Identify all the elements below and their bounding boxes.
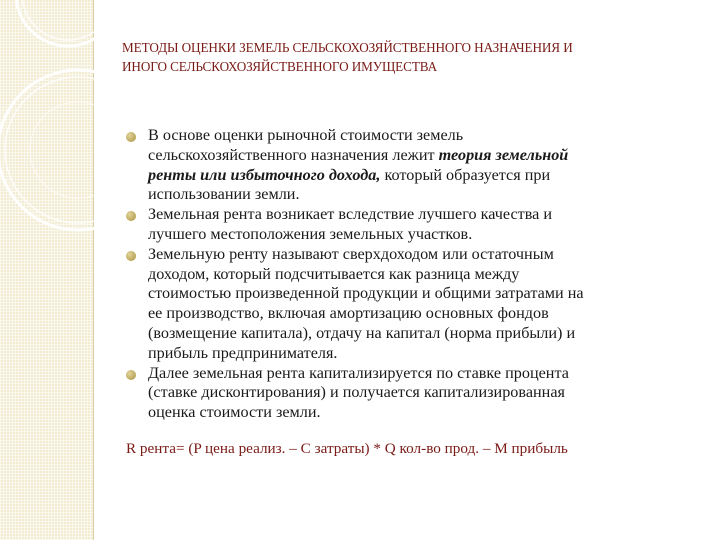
bullet-line: Земельную ренту называют сверхдоходом или остаточным — [148, 244, 554, 263]
bullet-dot-icon — [126, 211, 136, 221]
emphasis-text: ренты или избыточного дохода, — [148, 165, 381, 184]
bullet-line: Земельная рента возникает вследствие лучшего качества и — [148, 205, 553, 224]
bullet-line: использовании земли. — [148, 185, 300, 204]
rent-formula: R рента= (P цена реализ. – C затраты) * Q кол-во прод. – M прибыль — [126, 440, 568, 457]
bullet-line: стоимостью произведенной продукции и общими затратами на — [148, 284, 584, 303]
bullet-item — [126, 205, 696, 245]
bullet-dot-icon — [126, 370, 136, 380]
bullet-line: ренты или избыточного дохода, который образуется при — [148, 165, 551, 184]
slide-title-line: ИНОГО СЕЛЬСКОХОЗЯЙСТВЕННОГО ИМУЩЕСТВА — [122, 59, 438, 74]
bullet-line: (возмещение капитала), отдачу на капитал (норма прибыли) и — [148, 323, 576, 342]
slide-title-line: МЕТОДЫ ОЦЕНКИ ЗЕМЕЛЬ СЕЛЬСКОХОЗЯЙСТВЕННОГО НАЗНАЧЕНИЯ И — [122, 40, 573, 55]
bullet-dot-icon — [126, 251, 136, 261]
circle-ornament-icon — [0, 0, 130, 260]
bullet-item — [126, 126, 696, 205]
bullet-line: (ставке дисконтирования) и получается капитализированная — [148, 383, 565, 402]
bullet-line: оценка стоимости земли. — [148, 403, 321, 422]
bullet-item — [126, 364, 696, 423]
bullet-dot-icon — [126, 132, 136, 142]
bullet-line: сельскохозяйственного назначения лежит теория земельной — [148, 145, 569, 164]
bullet-item — [126, 245, 696, 364]
slide-title — [122, 38, 702, 76]
bullet-line: ее производство, включая амортизацию основных фондов — [148, 304, 549, 323]
bullet-line: Далее земельная рента капитализируется по ставке процента — [148, 363, 569, 382]
bullet-line: В основе оценки рыночной стоимости земель — [148, 126, 464, 144]
bullet-line: лучшего местоположения земельных участков. — [148, 224, 473, 243]
bullet-list — [126, 126, 696, 423]
emphasis-text: теория земельной — [438, 145, 569, 164]
bullet-line: прибыль предпринимателя. — [148, 343, 338, 362]
bullet-line: доходом, который подсчитывается как разница между — [148, 264, 520, 283]
